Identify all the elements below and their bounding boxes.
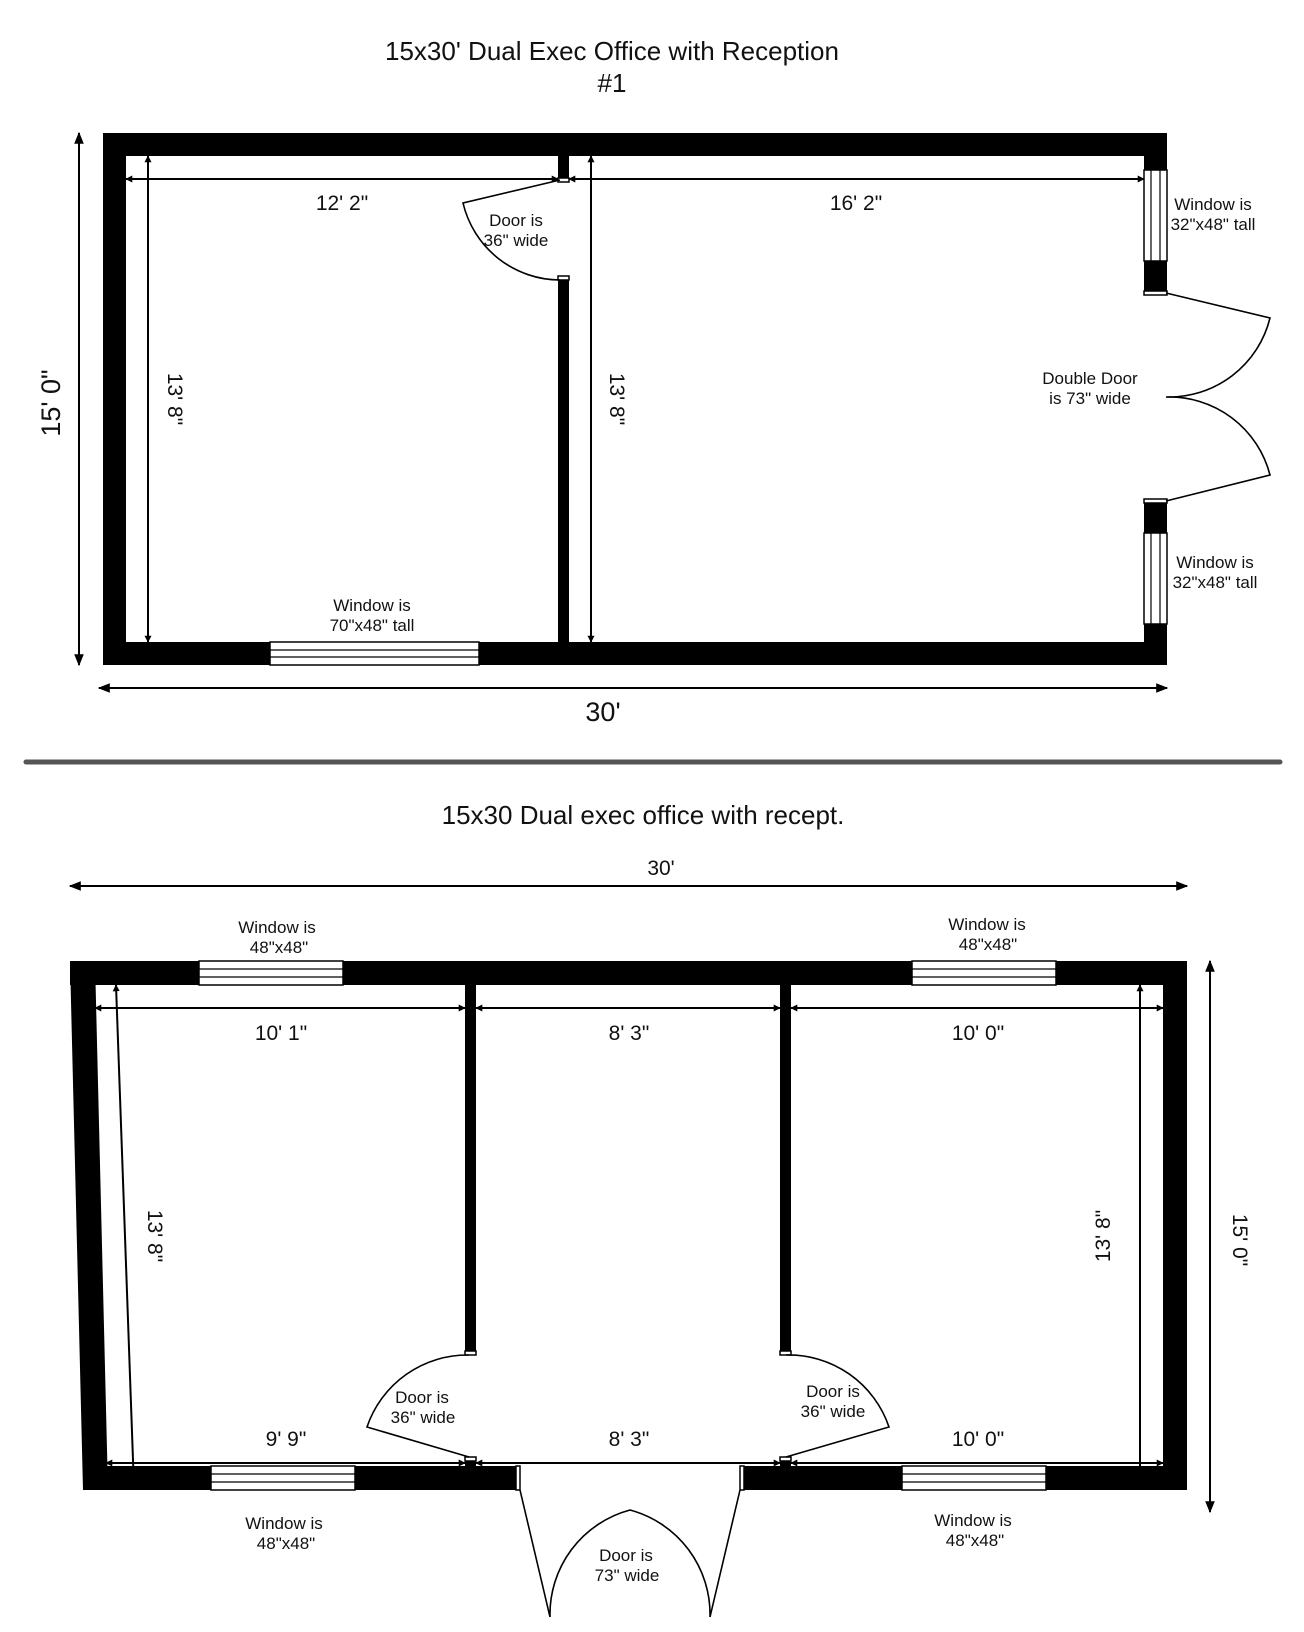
plan-2 bbox=[70, 800, 1251, 1617]
plan-2-window-top-right-label-line-1: Window is bbox=[948, 915, 1026, 934]
plan-2-window-bottom-right-label-line-1: Window is bbox=[934, 1511, 1012, 1530]
plan-2-front-door-jamb-right bbox=[740, 1466, 744, 1490]
plan-1-window-bottom bbox=[270, 642, 479, 665]
plan-2-door-left-label-line-2: 36" wide bbox=[390, 1408, 456, 1427]
plan-2-overall-height-label: 15' 0" bbox=[1228, 1213, 1251, 1267]
plan-2-left-bottom-width-label: 9' 9" bbox=[265, 1428, 307, 1451]
plan-1-window-bottom-right-label-line-1: Window is bbox=[1176, 553, 1254, 572]
plan-1-title-line-1: 15x30' Dual Exec Office with Reception bbox=[385, 36, 839, 66]
plan-1-right-width-label: 16' 2" bbox=[829, 192, 883, 215]
plan-1-title-line-2: #1 bbox=[597, 68, 627, 98]
plan-2-left-depth-line bbox=[116, 985, 134, 1488]
plan-2-right-bottom-width-label: 10' 0" bbox=[951, 1428, 1005, 1451]
plan-2-window-bottom-left bbox=[211, 1466, 355, 1490]
plan-1-bottom-wall bbox=[103, 642, 1167, 665]
plan-1-window-bottom-label-line-1: Window is bbox=[333, 596, 411, 615]
plan-2-right-top-width-label: 10' 0" bbox=[951, 1022, 1005, 1045]
plan-2-front-door-label-line-2: 73" wide bbox=[594, 1566, 660, 1585]
plan-2-window-bottom-left-label-line-2: 48"x48" bbox=[256, 1534, 316, 1553]
plan-1-partition-wall bbox=[558, 280, 569, 642]
plan-1-double-door-label-line-2: is 73" wide bbox=[1049, 389, 1131, 408]
plan-2-window-top-left bbox=[199, 961, 343, 985]
plan-1-window-top-right bbox=[1144, 170, 1167, 261]
plan-1-window-bottom-right bbox=[1144, 533, 1167, 624]
plan-2-left-wall bbox=[70, 961, 108, 1490]
plan-1-double-door-label-line-1: Double Door bbox=[1042, 369, 1138, 388]
plan-2-window-top-right bbox=[912, 961, 1056, 985]
plan-1-window-top-right-label-line-2: 32"x48" tall bbox=[1170, 215, 1256, 234]
plan-1-overall-height-label: 15' 0" bbox=[36, 369, 66, 437]
plan-1-partition-stub bbox=[558, 156, 569, 178]
plan-2-partition-right-jamb-bottom bbox=[780, 1457, 791, 1461]
plan-1-right-depth-label: 13' 8" bbox=[605, 372, 628, 426]
plan-2-front-door-label-line-1: Door is bbox=[599, 1546, 653, 1565]
plan-2-middle-bottom-width-label: 8' 3" bbox=[608, 1428, 650, 1451]
plan-2-left-top-width-label: 10' 1" bbox=[254, 1022, 308, 1045]
plan-2-door-right-label-line-2: 36" wide bbox=[800, 1402, 866, 1421]
plan-2-right-depth-label: 13' 8" bbox=[1092, 1209, 1115, 1263]
plan-1-overall-width-label: 30' bbox=[585, 697, 621, 727]
plan-1-window-bottom-label-line-2: 70"x48" tall bbox=[329, 616, 415, 635]
plan-1-double-door-jamb-top bbox=[1144, 291, 1167, 295]
plan-1-top-wall bbox=[103, 133, 1167, 156]
plan-1-window-top-right-label-line-1: Window is bbox=[1174, 195, 1252, 214]
plan-2-door-left-label-line-1: Door is bbox=[395, 1388, 449, 1407]
plan-2-left-depth-label: 13' 8" bbox=[143, 1209, 166, 1263]
plan-2-partition-right-stub bbox=[780, 1461, 791, 1471]
plan-2-partition-right bbox=[780, 985, 791, 1351]
plan-1-left-wall bbox=[103, 133, 126, 665]
plan-2-middle-top-width-label: 8' 3" bbox=[608, 1022, 650, 1045]
plan-2-right-wall bbox=[1163, 961, 1187, 1490]
plan-2-partition-left bbox=[465, 985, 476, 1351]
plan-2-overall-width-label: 30' bbox=[647, 857, 675, 880]
plan-1-double-door-jamb-bottom bbox=[1144, 499, 1167, 503]
plan-2-window-bottom-left-label-line-1: Window is bbox=[245, 1514, 323, 1533]
plan-2-partition-left-jamb-bottom bbox=[465, 1457, 476, 1461]
plan-2-window-top-left-label-line-2: 48"x48" bbox=[249, 938, 309, 957]
plan-2-window-bottom-right-label-line-2: 48"x48" bbox=[945, 1531, 1005, 1550]
plan-2-front-door-jamb-left bbox=[516, 1466, 520, 1490]
plan-1-door-swing bbox=[463, 180, 560, 280]
plan-1-double-door-swing bbox=[1166, 293, 1270, 501]
plan-2-door-right-label-line-1: Door is bbox=[806, 1382, 860, 1401]
plan-1-left-width-label: 12' 2" bbox=[315, 192, 369, 215]
plan-1-door-label-line-2: 36" wide bbox=[483, 231, 549, 250]
plan-1 bbox=[36, 36, 1270, 727]
plan-1-window-bottom-right-label-line-2: 32"x48" tall bbox=[1172, 573, 1258, 592]
plan-2-title: 15x30 Dual exec office with recept. bbox=[441, 800, 845, 830]
plan-2-window-bottom-right bbox=[902, 1466, 1046, 1490]
plan-2-window-top-right-label-line-2: 48"x48" bbox=[958, 935, 1018, 954]
plan-2-window-top-left-label-line-1: Window is bbox=[238, 918, 316, 937]
plan-2-partition-left-stub bbox=[465, 1461, 476, 1471]
plan-1-door-label-line-1: Door is bbox=[489, 211, 543, 230]
plan-1-left-depth-label: 13' 8" bbox=[163, 372, 186, 426]
